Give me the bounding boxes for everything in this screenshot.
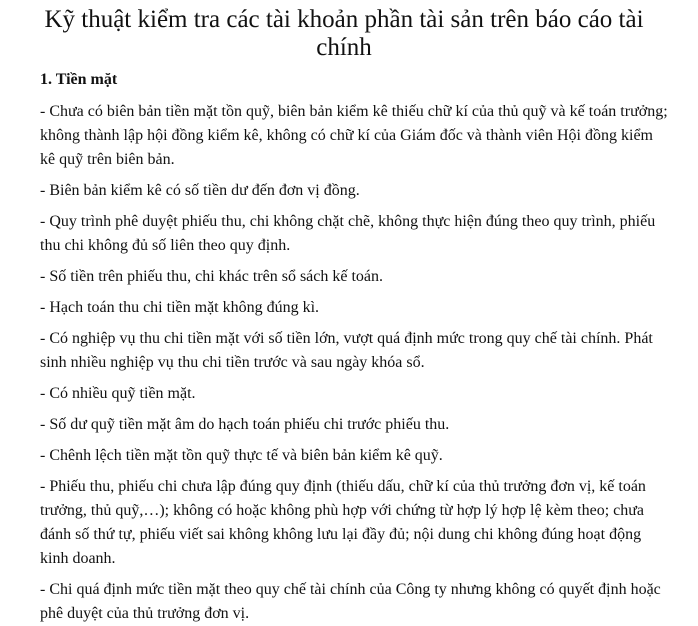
paragraph: - Số tiền trên phiếu thu, chi khác trên sổ sách kế toán.: [40, 268, 384, 285]
paragraph: - Số dư quỹ tiền mặt âm do hạch toán phiếu chi trước phiếu thu.: [40, 416, 450, 433]
paragraph: - Quy trình phê duyệt phiếu thu, chi không chặt chẽ, không thực hiện đúng theo quy trình, phiếu thu chi không đủ số liên theo quy định.: [40, 213, 656, 254]
paragraph: - Có nhiều quỹ tiền mặt.: [40, 385, 196, 402]
paragraph: - Hạch toán thu chi tiền mặt không đúng kì.: [40, 299, 320, 316]
paragraph: - Chưa có biên bản tiền mặt tồn quỹ, biên bản kiểm kê thiếu chữ kí của thủ quỹ và kế toán trưởng; không thành lập hội đồng kiểm kê, không có chữ kí của Giám đốc và thành viên Hội đồng kiểm kê quỹ trên biên bản.: [40, 103, 668, 168]
paragraph: - Biên bản kiểm kê có số tiền dư đến đơn vị đồng.: [40, 182, 360, 199]
paragraph: - Phiếu thu, phiếu chi chưa lập đúng quy định (thiếu dấu, chữ kí của thủ trưởng đơn vị, kế toán trưởng, thủ quỹ,…); không có hoặc không phù hợp với chứng từ hợp lý hợp lệ kèm theo; chưa đánh số thứ tự, phiếu viết sai không không lưu lại đầy đủ; nội dung chi không đúng hoạt động kinh doanh.: [40, 478, 646, 567]
paragraph: - Chênh lệch tiền mặt tồn quỹ thực tế và biên bản kiểm kê quỹ.: [40, 447, 443, 464]
paragraph: - Chi quá định mức tiền mặt theo quy chế tài chính của Công ty nhưng không có quyết định hoặc phê duyệt của thủ trưởng đơn vị.: [40, 581, 661, 622]
section-heading: 1. Tiền mặt: [40, 71, 118, 88]
paragraph: - Có nghiệp vụ thu chi tiền mặt với số tiền lớn, vượt quá định mức trong quy chế tài chính. Phát sinh nhiều nghiệp vụ thu chi tiền trước và sau ngày khóa sổ.: [40, 330, 653, 371]
document-title: Kỹ thuật kiểm tra các tài khoản phần tài sản trên báo cáo tài chính: [44, 6, 644, 61]
